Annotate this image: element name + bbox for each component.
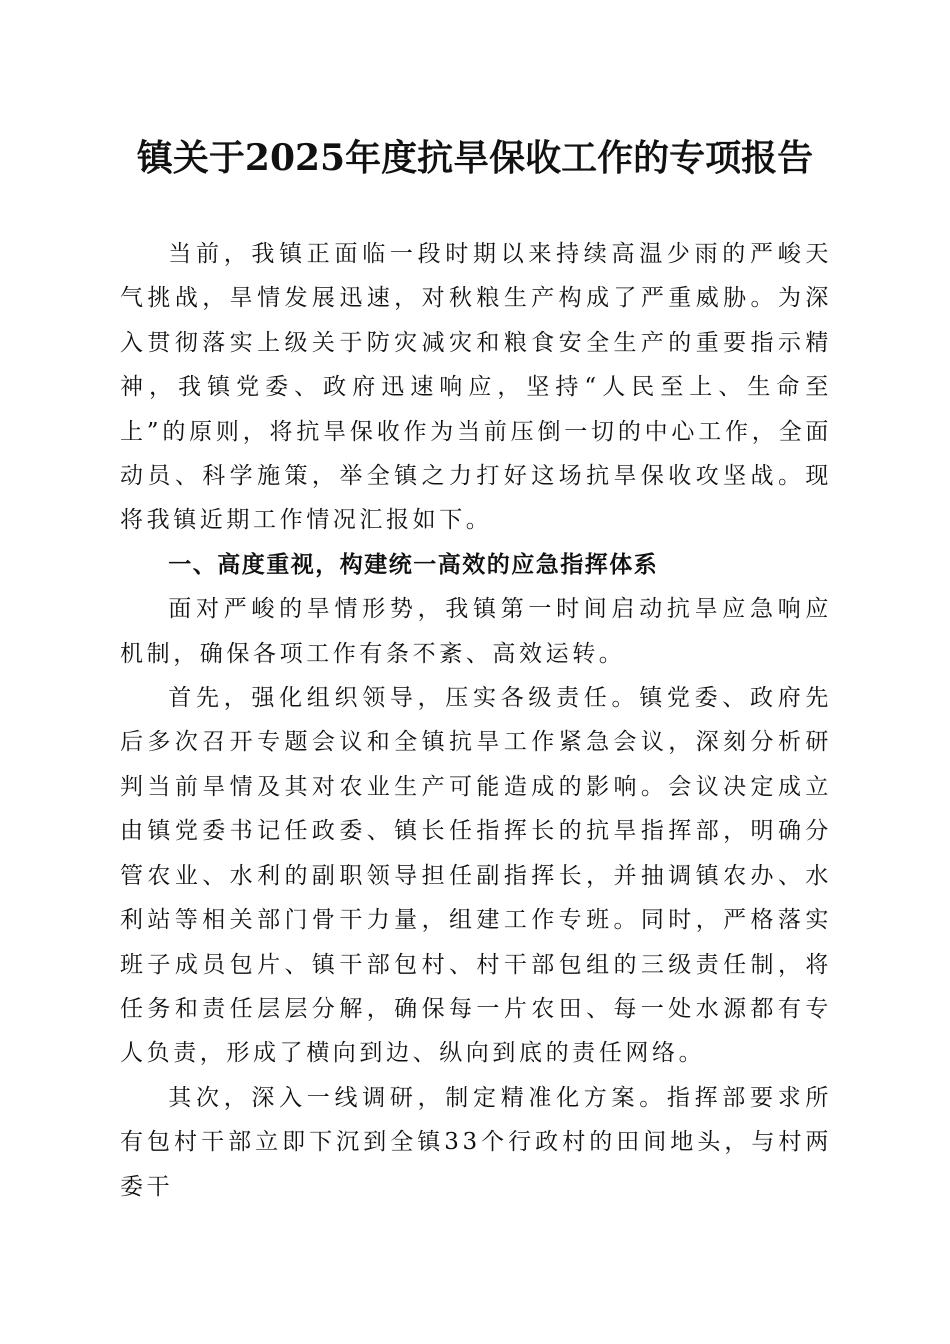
document-body — [120, 232, 832, 1209]
section-paragraph: 首先，强化组织领导，压实各级责任。镇党委、政府先后多次召开专题会议和全镇抗旱工作紧急会议，深刻分析研判当前旱情及其对农业生产可能造成的影响。会议决定成立由镇党委书记任政委、镇长任指挥长的抗旱指挥部，明确分管农业、水利的副职领导担任副指挥长，并抽调镇农办、水利站等相关部门骨干力量，组建工作专班。同时，严格落实班子成员包片、镇干部包村、村干部包组的三级责任制，将任务和责任层层分解，确保每一片农田、每一处水源都有专人负责，形成了横向到边、纵向到底的责任网络。 — [120, 685, 832, 1067]
section-paragraph: 其次，深入一线调研，制定精准化方案。指挥部要求所有包村干部立即下沉到全镇33个行政村的田间地头，与村两委干 — [120, 1084, 832, 1200]
section-paragraph: 面对严峻的旱情形势，我镇第一时间启动抗旱应急响应机制，确保各项工作有条不紊、高效运转。 — [120, 596, 832, 667]
document-title: 镇关于2025年度抗旱保收工作的专项报告 — [136, 137, 814, 179]
intro-paragraph: 当前，我镇正面临一段时期以来持续高温少雨的严峻天气挑战，旱情发展迅速，对秋粮生产构成了严重威胁。为深入贯彻落实上级关于防灾减灾和粮食安全生产的重要指示精神，我镇党委、政府迅速响应，坚持“人民至上、生命至上”的原则，将抗旱保收作为当前压倒一切的中心工作，全面动员、科学施策，举全镇之力打好这场抗旱保收攻坚战。现将我镇近期工作情况汇报如下。 — [120, 241, 832, 534]
section-heading: 一、高度重视，构建统一高效的应急指挥体系 — [168, 551, 659, 578]
